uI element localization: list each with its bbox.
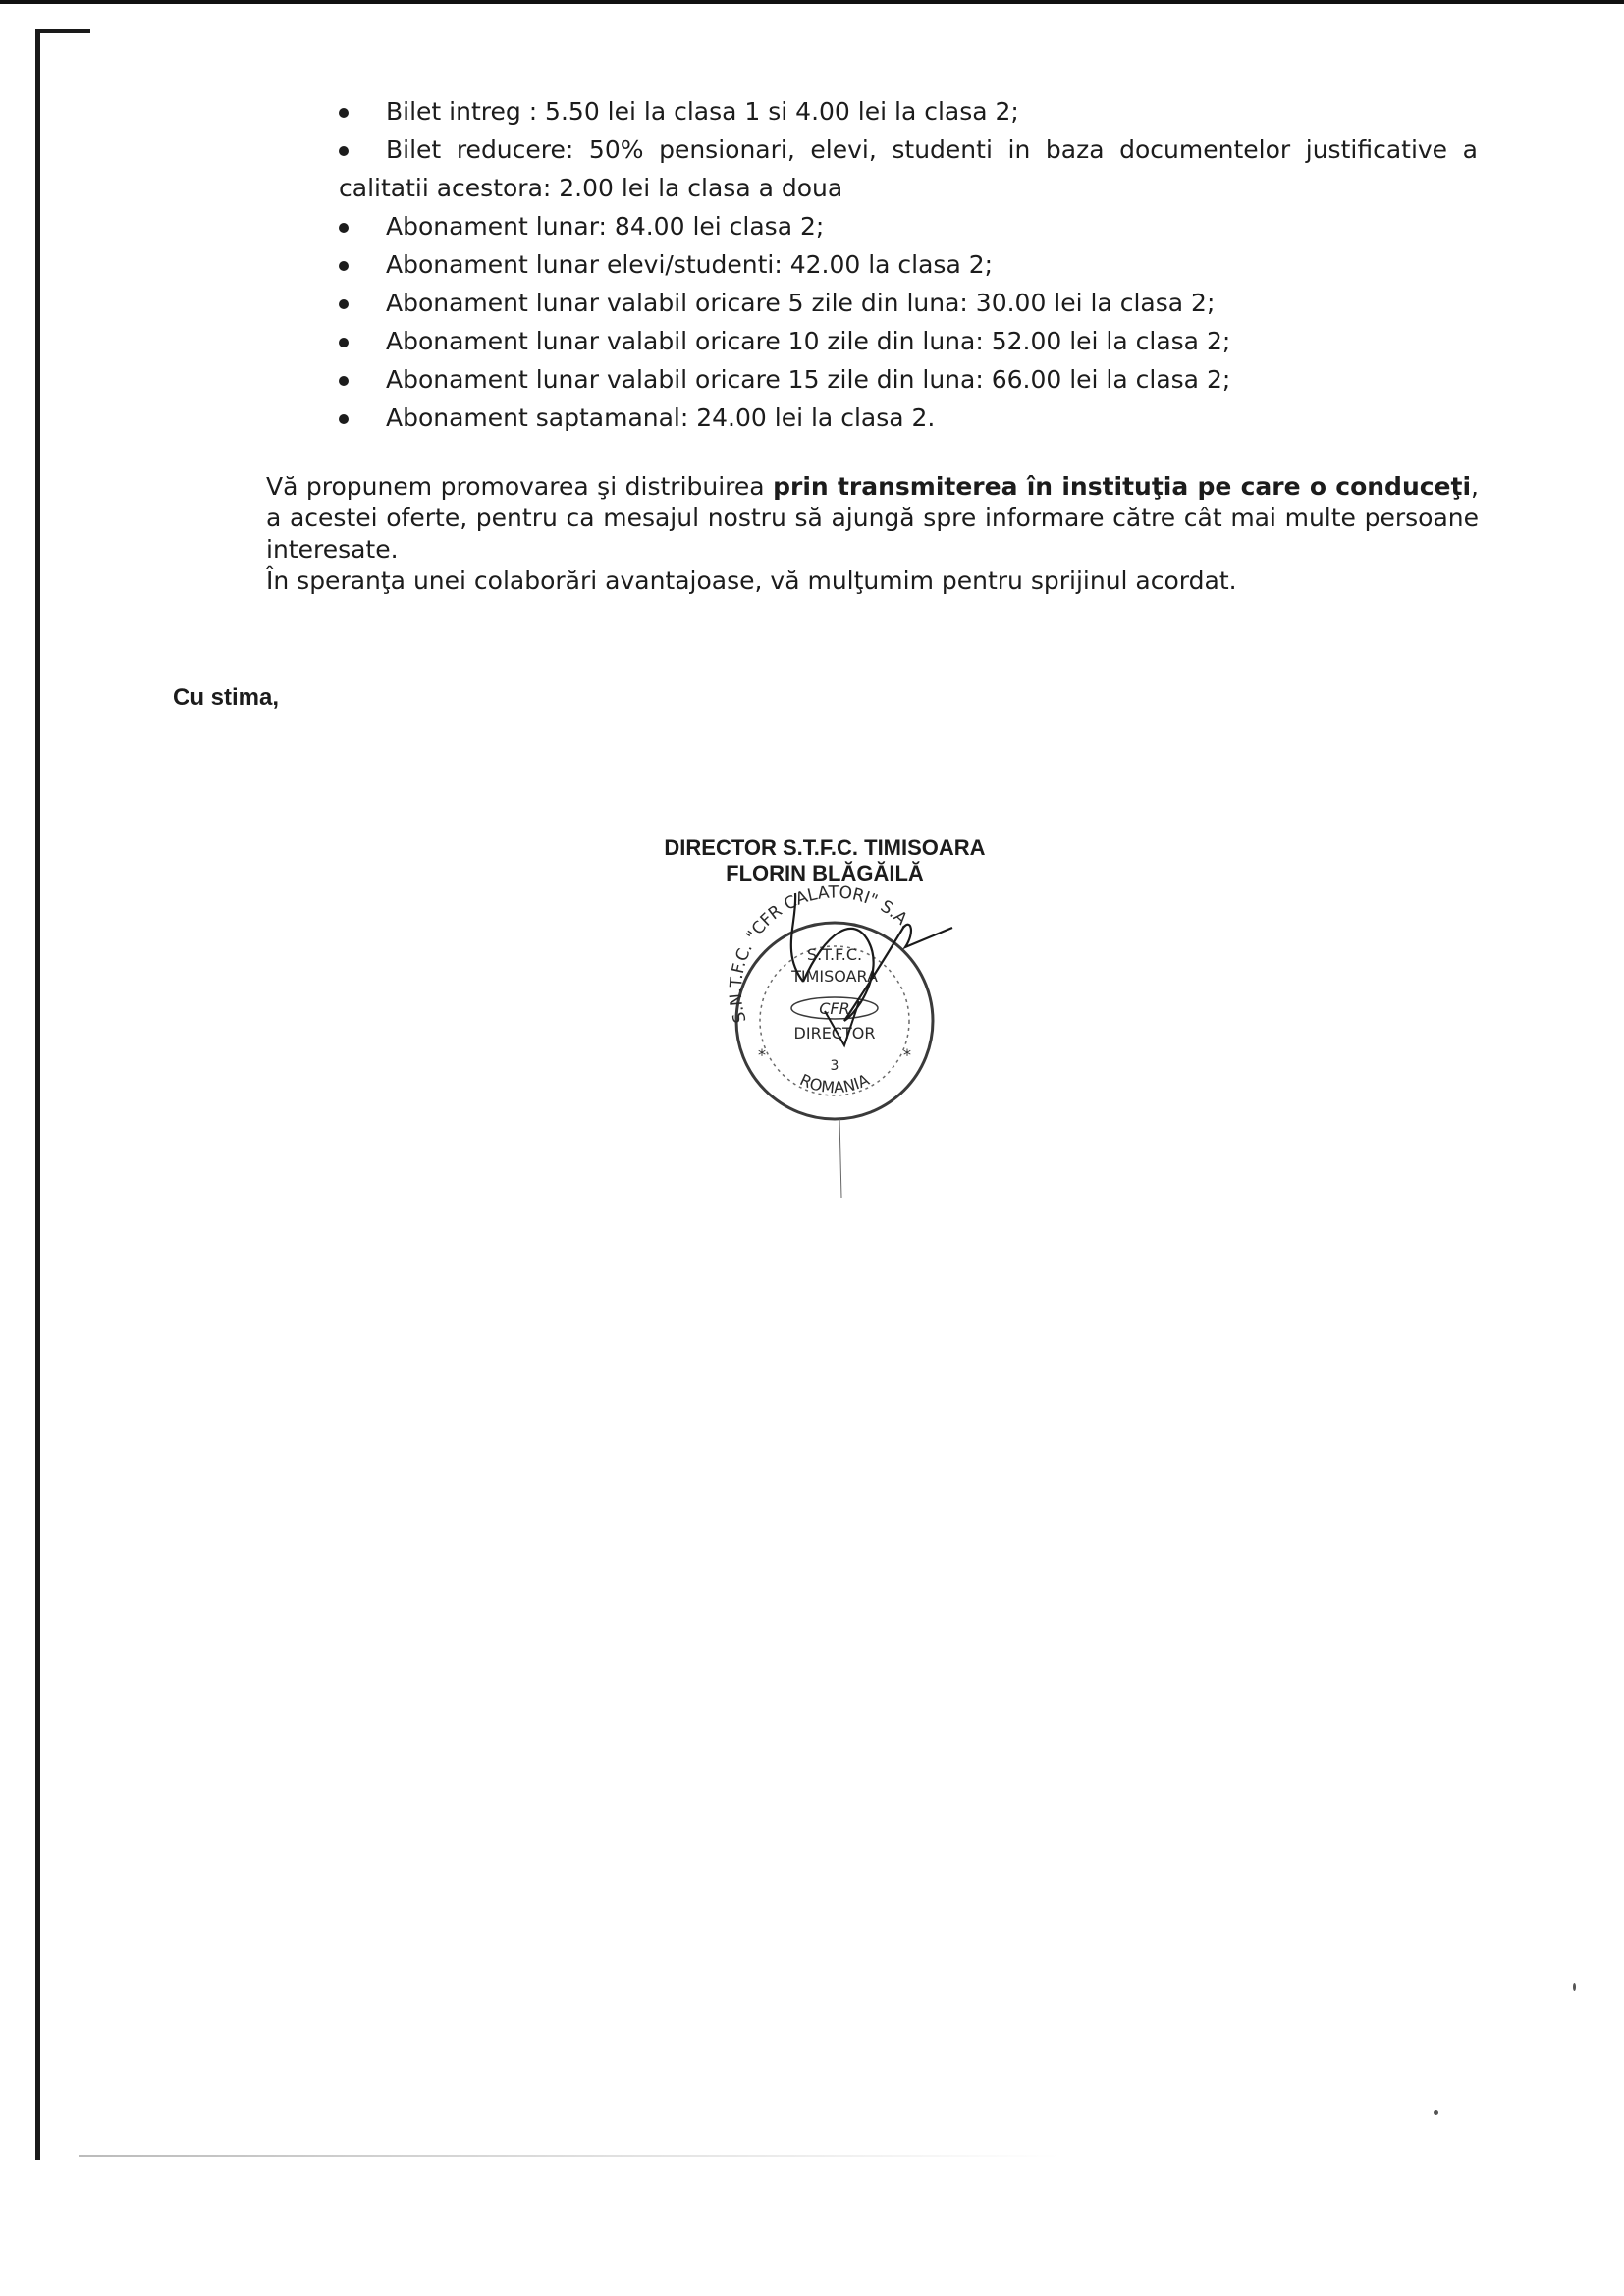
left-margin-bar [35, 29, 40, 2160]
bullet-icon [339, 261, 349, 271]
price-list-item: Abonament lunar valabil oricare 15 zile din luna: 66.00 lei la clasa 2; [339, 360, 1478, 399]
left-margin-bar-corner [35, 29, 90, 33]
bullet-icon [339, 146, 349, 156]
star-icon: * [903, 1045, 911, 1064]
price-list-item: Bilet intreg : 5.50 lei la clasa 1 si 4.00 lei la clasa 2; [339, 92, 1478, 131]
star-icon: * [758, 1045, 766, 1064]
stamp-ring-text: S.N.T.F.C. "CFR CALATORI" S.A. [726, 882, 916, 1026]
price-list-item: Abonament saptamanal: 24.00 lei la clasa 2. [339, 399, 1478, 437]
bullet-icon [339, 223, 349, 233]
signatory-name: FLORIN BLĂGĂILĂ [726, 861, 924, 885]
price-list-item: Abonament lunar valabil oricare 5 zile din luna: 30.00 lei la clasa 2; [339, 284, 1478, 322]
bullet-icon [339, 108, 349, 118]
stamp-line-director: DIRECTOR [793, 1024, 876, 1042]
bullet-icon [339, 338, 349, 347]
price-list-item-reduced: Bilet reducere: 50% pensionari, elevi, studenti in baza documentelor justificative a calitatii acestora: 2.00 lei la clasa a doua [339, 135, 1478, 202]
price-list [339, 92, 1478, 437]
stamp-line-stfc: S.T.F.C. [806, 945, 863, 964]
scan-speck [1573, 1983, 1576, 1991]
price-list-item: Abonament lunar valabil oricare 10 zile din luna: 52.00 lei la clasa 2; [339, 322, 1478, 360]
stamp-bottom-text: ROMANIA [796, 1070, 873, 1097]
stamp-line-city: TIMISOARA [791, 967, 878, 986]
closing-salutation: Cu stima, [173, 684, 280, 711]
bullet-icon [339, 376, 349, 386]
bottom-scan-line [79, 2155, 1060, 2157]
handwritten-signature [791, 893, 952, 1021]
scan-speck [1434, 2110, 1438, 2115]
official-stamp [687, 874, 982, 1227]
signature-tail [839, 1119, 841, 1198]
emphasis-text: prin transmiterea în instituţia pe care o conduceţi [773, 472, 1472, 501]
bullet-icon [339, 414, 349, 424]
price-list-item: Abonament lunar elevi/studenti: 42.00 la clasa 2; [339, 245, 1478, 284]
letter-body [173, 471, 1479, 597]
scan-top-edge [0, 0, 1624, 4]
signatory-title: DIRECTOR S.T.F.C. TIMISOARA [664, 835, 986, 860]
stamp-logo-text: CFR [819, 999, 850, 1018]
thanks-paragraph: În speranţa unei colaborări avantajoase, vă mulţumim pentru sprijinul acordat. [266, 566, 1237, 595]
stamp-number: 3 [830, 1058, 839, 1074]
price-list-item: Abonament lunar: 84.00 lei clasa 2; [339, 207, 1478, 245]
bullet-icon [339, 299, 349, 309]
promotion-paragraph: Vă propunem promovarea şi distribuirea prin transmiterea în instituţia pe care o conduceţi, a acestei oferte, pentru ca mesajul nostru să ajungă spre informare către cât mai multe persoane interesate. [266, 472, 1479, 563]
